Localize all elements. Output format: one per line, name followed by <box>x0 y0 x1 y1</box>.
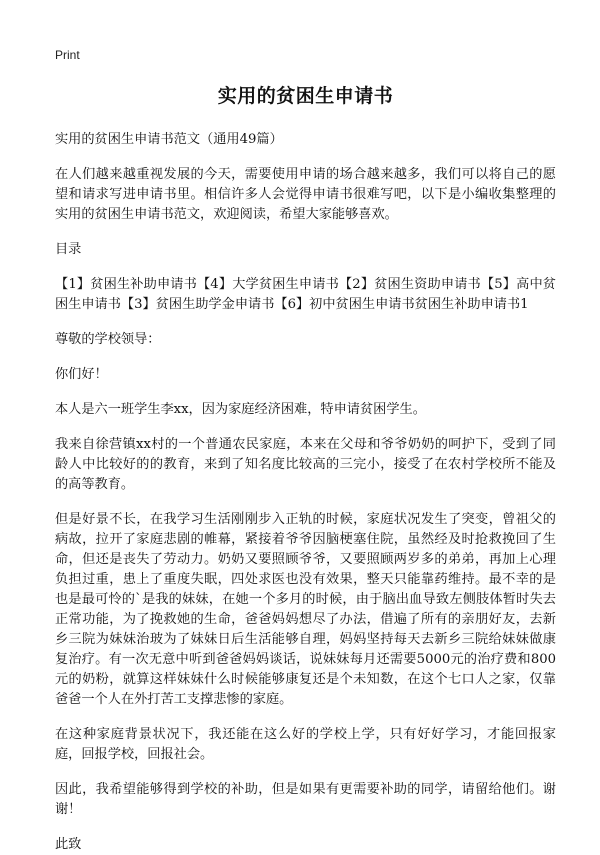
body-paragraph-2: 我来自徐营镇xx村的一个普通农民家庭，本来在父母和爷爷奶奶的呵护下，受到了同龄人中比较好的的教育，来到了知名度比较高的三完小，接受了在农村学校所不能及的高等教育。 <box>55 437 556 492</box>
body-paragraph-4: 在这种家庭背景状况下，我还能在这么好的学校上学，只有好好学习，才能回报家庭，回报学校，回报社会。 <box>55 727 556 762</box>
toc-heading: 目录 <box>55 242 82 257</box>
toc-list: 【1】贫困生补助申请书【4】大学贫困生申请书【2】贫困生资助申请书【5】高中贫困生申请书【3】贫困生助学金申请书【6】初中贫困生申请书贫困生补助申请书1 <box>55 277 556 312</box>
document-subtitle: 实用的贫困生申请书范文（通用49篇） <box>55 132 283 147</box>
page-title: 实用的贫困生申请书 <box>217 85 394 107</box>
body-paragraph-5: 因此，我希望能够得到学校的补助，但是如果有更需要补助的同学，请留给他们。谢谢！ <box>55 782 556 817</box>
print-link[interactable]: Print <box>55 48 80 62</box>
closing-line: 此致 <box>55 837 82 852</box>
salutation: 尊敬的学校领导： <box>55 332 161 347</box>
body-paragraph-3: 但是好景不长，在我学习生活刚刚步入正轨的时候，家庭状况发生了突变，曾祖父的病故，拉开了家庭悲剧的帷幕，紧接着爷爷因脑梗塞住院，虽然经及时抢救挽回了生命，但还是丧失了劳动力。奶奶又要照顾爷爷，又要照顾两岁多的弟弟，再加上心理负担过重，患上了重度失眠，四处求医也没有效果，整天只能靠药维持。最不幸的是也是最可怜的`是我的妹妹，在她一个多月的时候，由于脑出血导致左侧肢体暂时失去正常功能，为了挽救她的生命，爸爸妈妈想尽了办法，借遍了所有的亲朋好友，去新乡三院为妹妹治玻为了妹妹日后生活能够自理，妈妈坚持每天去新乡三院给妹妹做康复治疗。有一次无意中听到爸爸妈妈谈话，说妹妹每月还需要5000元的治疗费和800元的奶粉，就算这样妹妹什么时候能够康复还是个未知数，在这个七口人之家，仅靠爸爸一个人在外打苦工支撑悲惨的家庭。 <box>55 512 556 707</box>
greeting: 你们好！ <box>55 367 108 382</box>
body-paragraph-1: 本人是六一班学生李xx，因为家庭经济困难，特申请贫困学生。 <box>55 402 426 417</box>
intro-paragraph: 在人们越来越重视发展的今天，需要使用申请的场合越来越多，我们可以将自己的愿望和请求写进申请书里。相信许多人会觉得申请书很难写吧，以下是小编收集整理的实用的贫困生申请书范文，欢迎阅读，希望大家能够喜欢。 <box>55 167 556 222</box>
